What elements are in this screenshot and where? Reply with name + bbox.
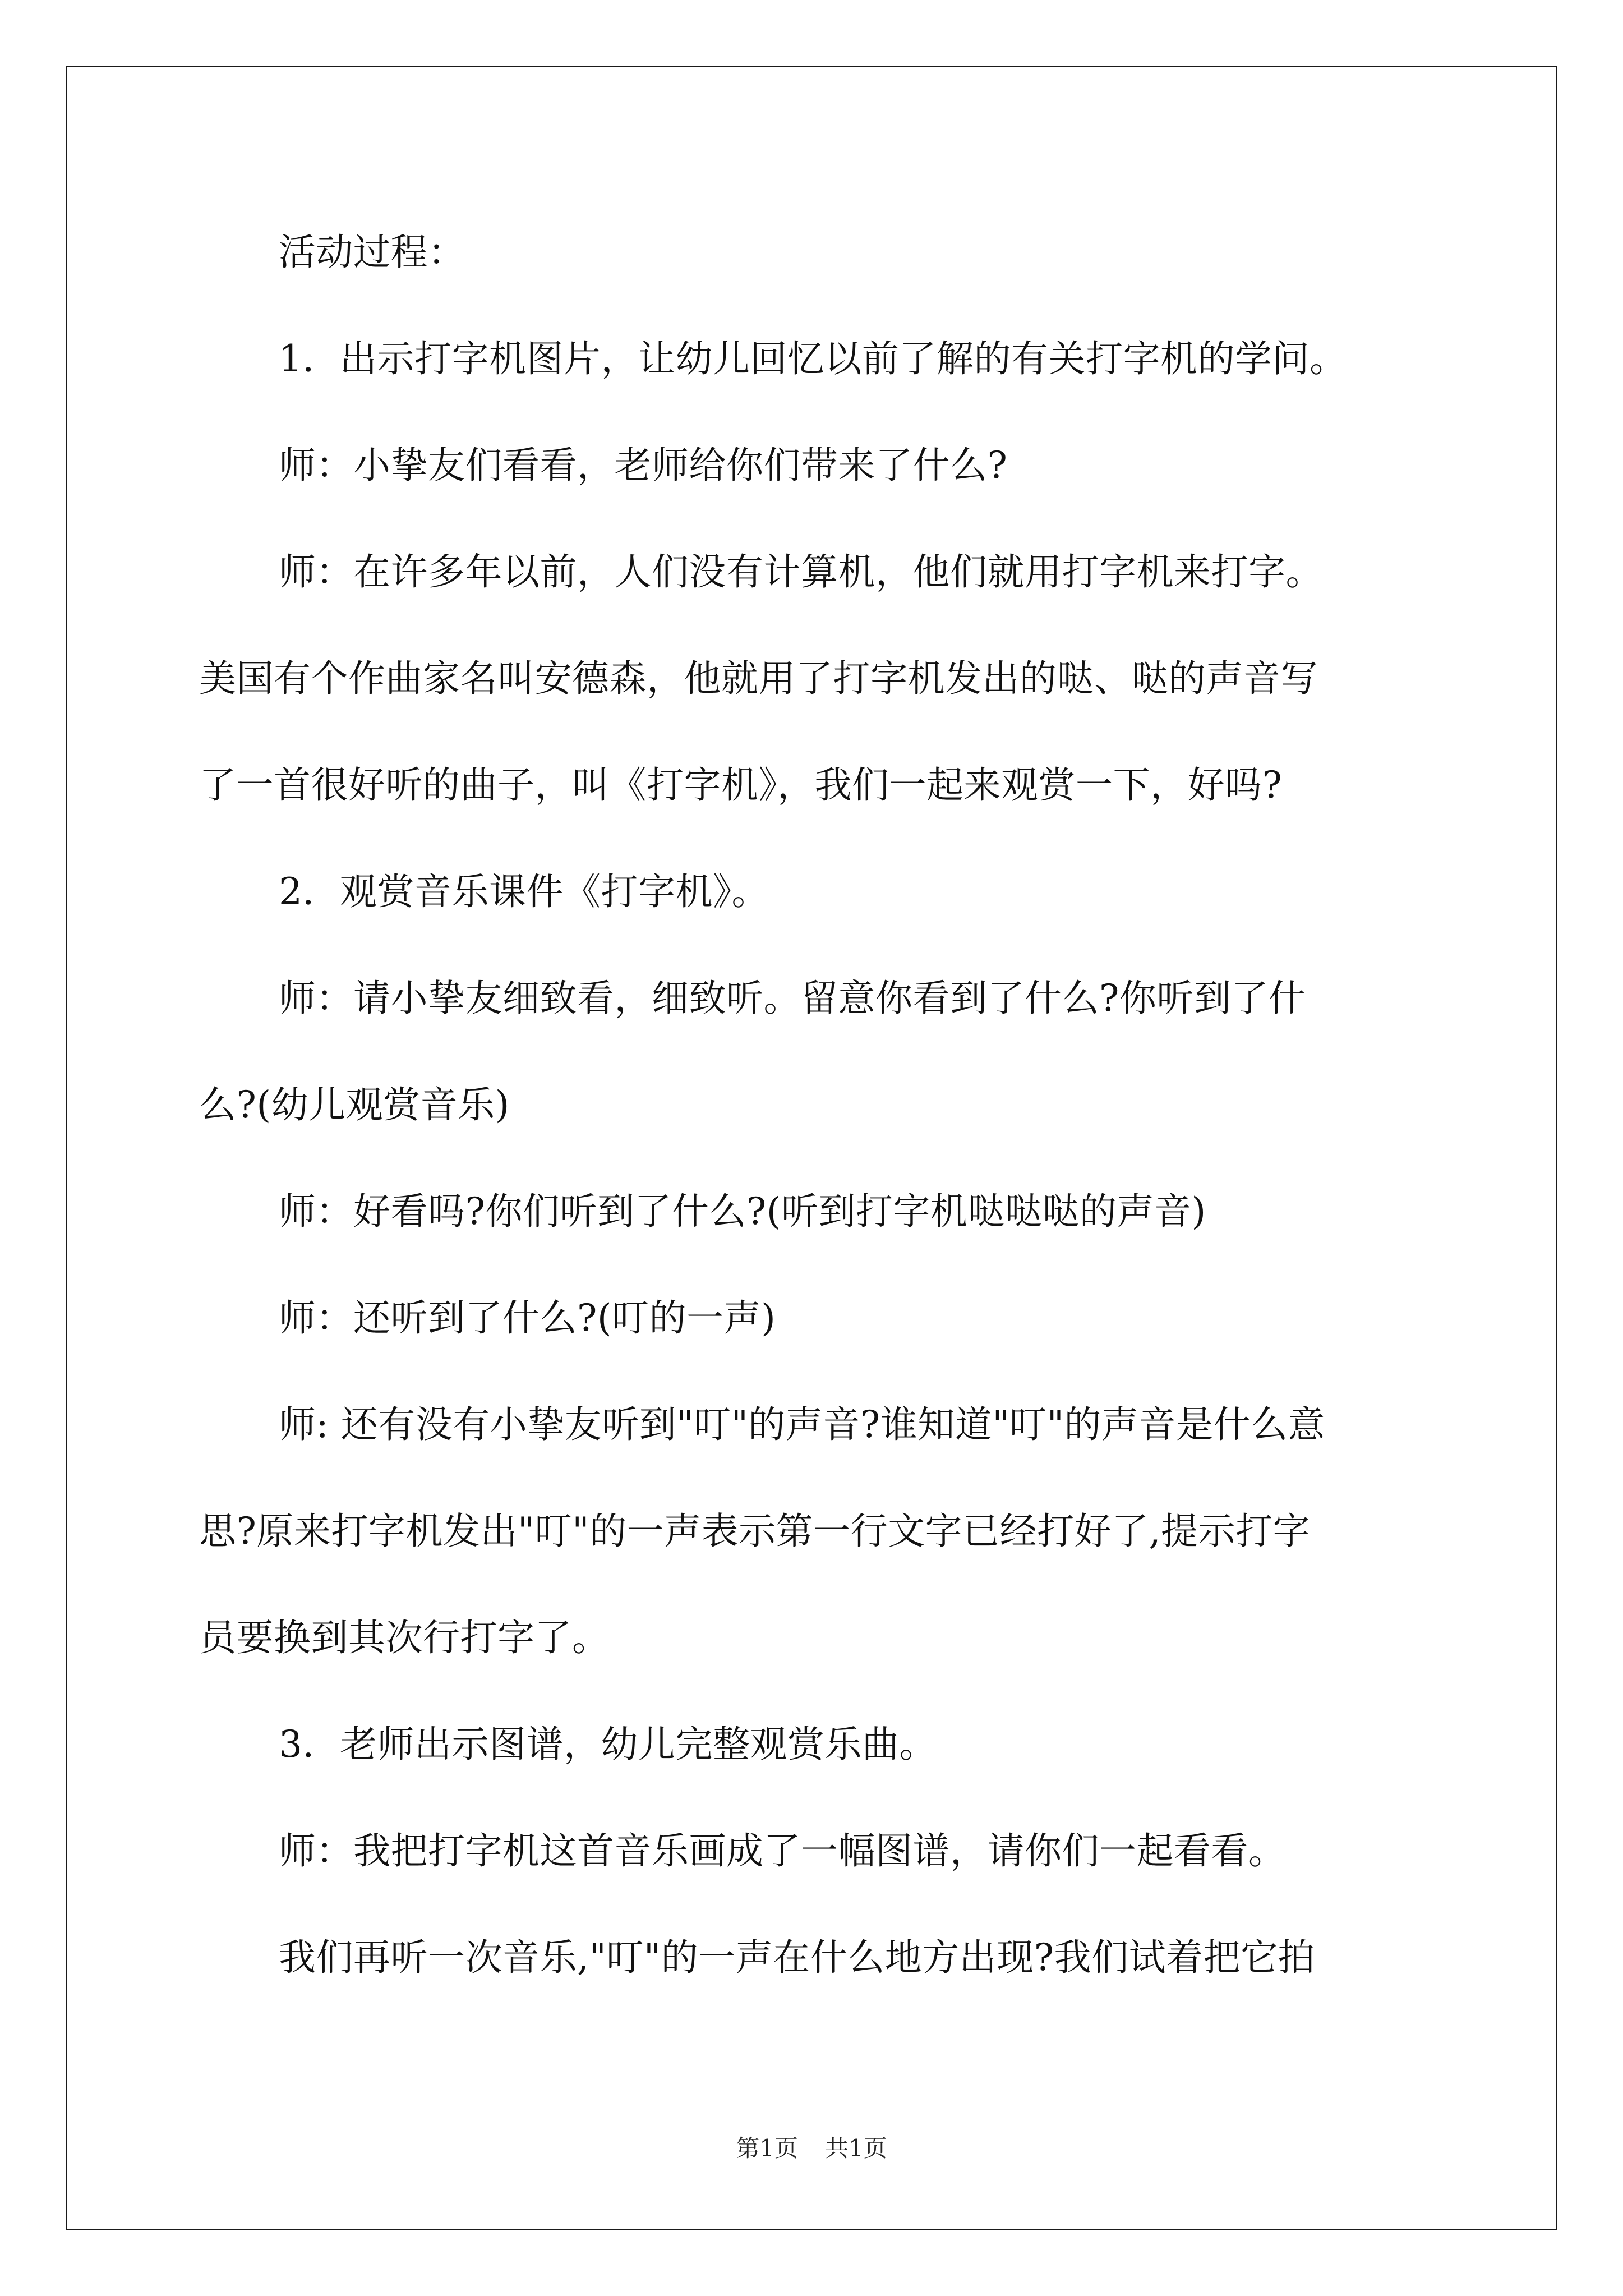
text-line-2: 1．出示打字机图片，让幼儿回忆以前了解的有关打字机的学问。 [279, 337, 1347, 380]
text-line-9: 么?(幼儿观赏音乐) [199, 1083, 510, 1126]
text-line-10: 师：好看吗?你们听到了什么?(听到打字机哒哒哒的声音) [279, 1190, 1206, 1233]
text-line-15: 3．老师出示图谱，幼儿完整观赏乐曲。 [279, 1723, 937, 1766]
text-line-1: 活动过程： [279, 231, 465, 274]
text-line-5: 美国有个作曲家名叫安德森，他就用了打字机发出的哒、哒的声音写 [199, 657, 1318, 700]
text-line-13: 思?原来打字机发出"叮"的一声表示第一行文字已经打好了,提示打字 [199, 1510, 1311, 1553]
page-total: 共1页 [825, 2134, 887, 2162]
text-line-4: 师：在许多年以前，人们没有计算机，他们就用打字机来打字。 [279, 550, 1323, 593]
page-border [66, 66, 1557, 2230]
text-line-7: 2．观赏音乐课件《打字机》。 [279, 870, 769, 913]
text-line-11: 师：还听到了什么?(叮的一声) [279, 1296, 776, 1340]
text-line-14: 员要换到其次行打字了。 [199, 1616, 610, 1659]
text-line-8: 师：请小挚友细致看，细致听。留意你看到了什么?你听到了什 [279, 977, 1306, 1020]
page-footer [0, 2132, 1623, 2165]
text-line-16: 师：我把打字机这首音乐画成了一幅图谱，请你们一起看看。 [279, 1829, 1286, 1872]
text-line-17: 我们再听一次音乐,"叮"的一声在什么地方出现?我们试着把它拍 [279, 1936, 1316, 1979]
text-line-12: 师: 还有没有小挚友听到"叮"的声音?谁知道"叮"的声音是什么意 [279, 1403, 1326, 1446]
text-line-6: 了一首很好听的曲子，叫《打字机》，我们一起来观赏一下，好吗? [199, 763, 1283, 807]
text-line-3: 师：小挚友们看看，老师给你们带来了什么? [279, 444, 1008, 487]
page-number: 第1页 [736, 2134, 798, 2162]
